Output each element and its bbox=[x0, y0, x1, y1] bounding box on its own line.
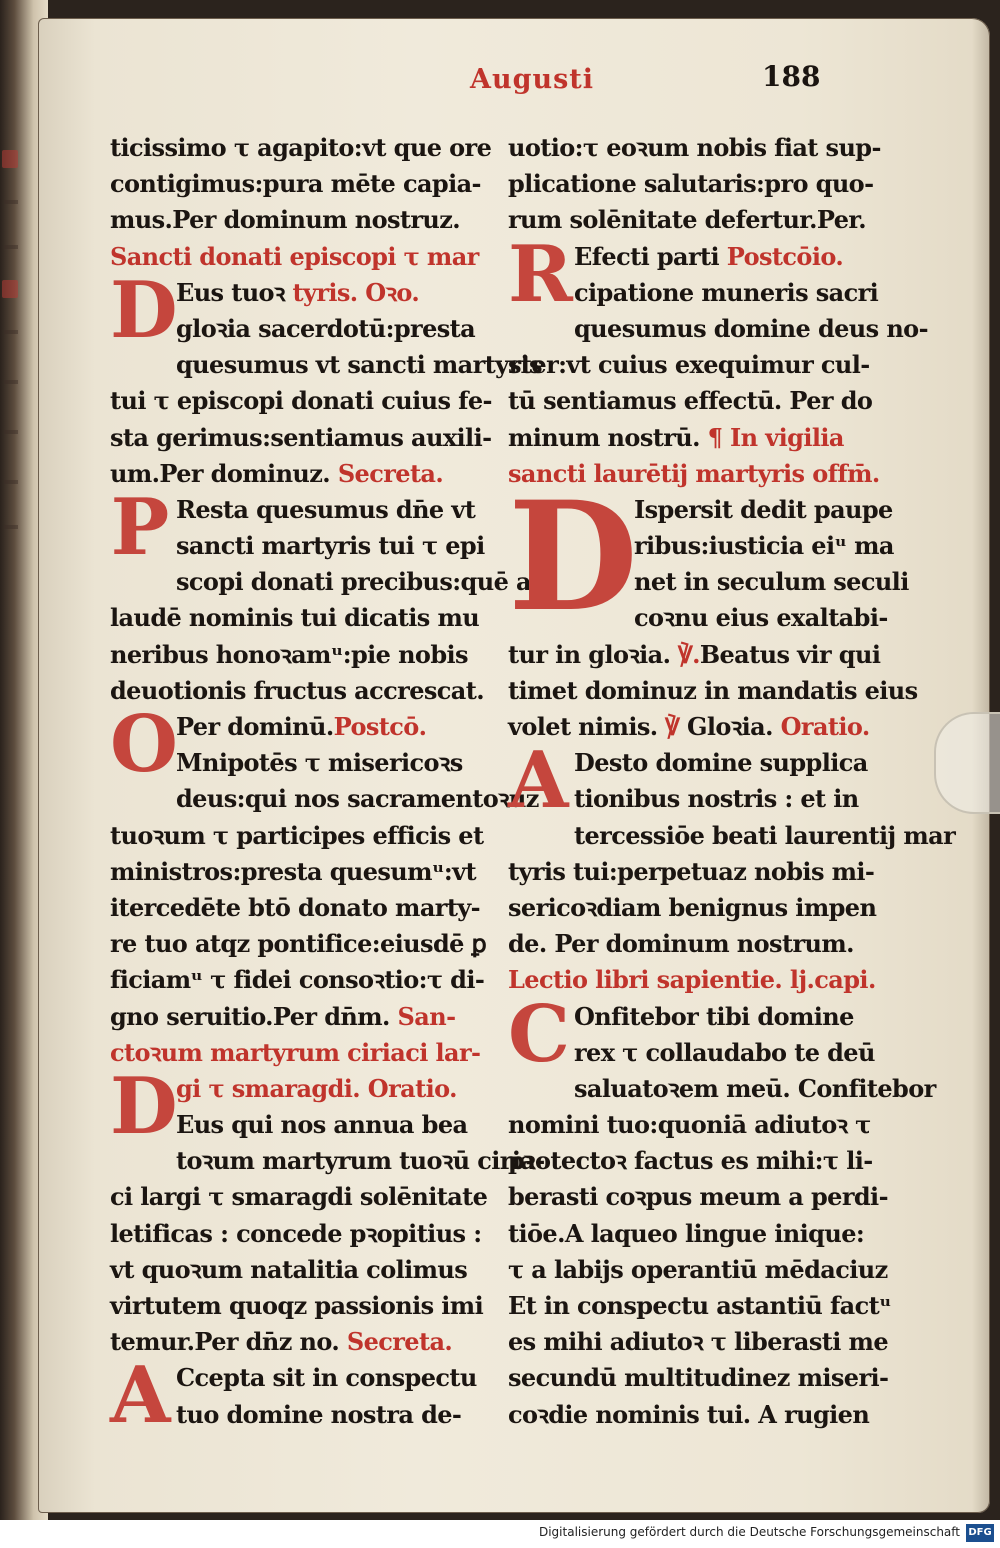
rubric-text: ℣. bbox=[678, 639, 700, 669]
text-line bbox=[110, 818, 492, 854]
body-text: gloꝛia sacerdotū:presta bbox=[176, 313, 476, 343]
text-line bbox=[508, 420, 886, 456]
text-line bbox=[508, 130, 886, 166]
text-line bbox=[110, 600, 492, 636]
rubricated-initial: D bbox=[110, 264, 178, 356]
running-title: Augusti bbox=[470, 64, 595, 95]
text-line bbox=[110, 420, 492, 456]
facing-page-ink-mark bbox=[4, 330, 18, 334]
body-text: tiōe.A laqueo lingue inique: bbox=[508, 1218, 865, 1248]
text-block bbox=[508, 130, 886, 239]
facing-page-ink-mark bbox=[4, 200, 18, 204]
body-text: Beatus vir qui bbox=[699, 639, 881, 669]
body-text: cipatione muneris sacri bbox=[574, 277, 879, 307]
body-text: quesumus domine deus no- bbox=[574, 313, 928, 343]
text-line bbox=[110, 456, 492, 492]
text-line bbox=[110, 1288, 492, 1324]
body-text: tui τ episcopi donati cuius fe- bbox=[110, 386, 492, 416]
facing-page-rubric-mark bbox=[2, 150, 18, 168]
rubricated-initial: A bbox=[110, 1350, 171, 1442]
body-text: laudē nominis tui dicatis mu bbox=[110, 603, 480, 633]
rubric-text: Sancti donati episcopi τ mar bbox=[110, 241, 479, 271]
text-line bbox=[508, 673, 918, 709]
body-text: tyris tui:perpetuaz nobis mi- bbox=[508, 856, 875, 886]
text-line bbox=[508, 1324, 889, 1360]
body-text: re tuo atqz pontifice:eiusdē ꝑ bbox=[110, 929, 487, 959]
body-text: ticissimo τ agapito:vt que ore bbox=[110, 133, 492, 162]
body-text: es mihi adiutoꝛ τ liberasti me bbox=[508, 1327, 889, 1357]
body-text: ci largi τ smaragdi solēnitate bbox=[110, 1182, 488, 1212]
text-block bbox=[508, 988, 936, 1433]
body-text: plicatione salutaris:pro quo- bbox=[508, 169, 874, 199]
body-text: τ a labijs operantiū mēdaciuz bbox=[508, 1254, 888, 1284]
rubric-text: ¶ In vigilia bbox=[707, 422, 844, 452]
body-text: Desto domine supplica bbox=[574, 748, 868, 778]
rubric-text: San- bbox=[397, 1001, 456, 1031]
body-text: ribus:iusticia eiᵘ ma bbox=[634, 531, 894, 561]
body-text: saluatoꝛem meū. Confitebor bbox=[574, 1073, 936, 1103]
body-text: quesumus vt sancti martyris bbox=[176, 350, 542, 380]
body-text: tur in gloꝛia. bbox=[508, 639, 679, 669]
rubricated-initial: D bbox=[508, 468, 639, 645]
text-block bbox=[110, 264, 542, 492]
body-text: Eus qui nos annua bea bbox=[176, 1110, 468, 1140]
text-line bbox=[508, 202, 886, 238]
facing-page-ink-mark bbox=[4, 380, 18, 384]
body-text: ficiamᵘ τ fidei consoꝛtio:τ di- bbox=[110, 965, 485, 995]
rubric-text: gi τ smaragdi. Oratio. bbox=[176, 1073, 457, 1103]
body-text: contigimus:pura mēte capia- bbox=[110, 169, 481, 199]
body-text: Ispersit dedit paupe bbox=[634, 494, 893, 524]
rubricated-initial: R bbox=[508, 228, 573, 320]
text-line bbox=[508, 1288, 892, 1324]
rubric-text: tyris. Oꝛo. bbox=[292, 277, 420, 307]
text-line bbox=[508, 709, 886, 745]
text-line bbox=[508, 1179, 886, 1215]
text-line bbox=[110, 637, 492, 673]
text-line bbox=[110, 673, 492, 709]
body-text: gno seruitio.Per dn̄m. bbox=[110, 1001, 398, 1031]
body-text: Eus tuoꝛ bbox=[176, 277, 293, 307]
right-text-column bbox=[508, 130, 956, 1433]
body-text: tuo domine nostra de- bbox=[176, 1399, 462, 1429]
text-line bbox=[508, 854, 886, 890]
text-line bbox=[508, 1397, 886, 1433]
body-text: Efecti parti bbox=[574, 241, 727, 271]
rubricated-initial: O bbox=[110, 699, 178, 790]
text-line bbox=[110, 854, 492, 890]
body-text: berasti coꝛpus meum a perdi- bbox=[508, 1182, 888, 1212]
text-line bbox=[508, 347, 886, 383]
facing-page-ink-mark bbox=[4, 245, 18, 249]
body-text: tū sentiamus effectū. Per do bbox=[508, 386, 873, 416]
text-line bbox=[110, 1035, 492, 1071]
rubric-text: ℣ bbox=[665, 712, 680, 741]
body-text: tuoꝛum τ participes efficis et bbox=[110, 820, 484, 850]
body-text: temur.Per dn̄z no. bbox=[110, 1327, 347, 1357]
body-text: ministros:presta quesumᵘ:vt bbox=[110, 856, 476, 886]
rubric-text: Secreta. bbox=[337, 458, 444, 488]
text-line bbox=[110, 999, 492, 1035]
body-text: virtutem quoqz passionis imi bbox=[110, 1291, 484, 1320]
text-line bbox=[110, 202, 492, 238]
text-line bbox=[110, 1216, 492, 1252]
text-line bbox=[508, 1252, 886, 1288]
dfg-logo: DFG bbox=[966, 1524, 994, 1542]
body-text: letificas : concede pꝛopitius : bbox=[110, 1218, 482, 1248]
text-line bbox=[508, 1216, 886, 1252]
text-line bbox=[508, 383, 886, 419]
body-text: um.Per dominuz. bbox=[110, 458, 338, 488]
body-text: net in seculum seculi bbox=[634, 567, 909, 597]
body-text: sancti martyris tui τ epi bbox=[176, 531, 485, 561]
body-text: mus.Per dominum nostruz. bbox=[110, 205, 461, 235]
text-line bbox=[508, 926, 886, 962]
text-block bbox=[110, 481, 548, 709]
text-line bbox=[110, 1179, 492, 1215]
text-block bbox=[110, 130, 492, 275]
body-text: Et in conspectu astantiū factᵘ bbox=[508, 1291, 892, 1320]
body-text: deus:qui nos sacramentoꝛuz bbox=[176, 784, 539, 814]
folio-number: 188 bbox=[762, 60, 821, 93]
text-line bbox=[110, 239, 492, 275]
rubricated-initial: C bbox=[508, 988, 571, 1080]
facing-page-ink-mark bbox=[4, 525, 18, 529]
text-line bbox=[508, 1143, 886, 1179]
facing-page-rubric-mark bbox=[2, 280, 18, 298]
text-line bbox=[508, 1360, 889, 1396]
body-text: itercedēte btō donato marty- bbox=[110, 892, 481, 922]
rubricated-initial: A bbox=[508, 735, 569, 827]
body-text: Gloꝛia. bbox=[679, 712, 781, 741]
body-text: nomini tuo:quoniā adiutoꝛ τ bbox=[508, 1110, 871, 1140]
text-line bbox=[110, 1324, 492, 1360]
text-block bbox=[508, 735, 956, 998]
body-text: timet dominuz in mandatis eius bbox=[508, 675, 918, 705]
body-text: secundū multitudinez miseri- bbox=[508, 1363, 889, 1393]
body-text: rum solēnitate defertur.Per. bbox=[508, 205, 866, 235]
facing-page-ink-mark bbox=[4, 480, 18, 484]
body-text: sta gerimus:sentiamus auxili- bbox=[110, 422, 492, 452]
rubric-text: ctoꝛum martyrum ciriaci lar- bbox=[110, 1037, 481, 1067]
rubric-text: Secreta. bbox=[346, 1327, 453, 1357]
body-text: pꝛotectoꝛ factus es mihi:τ li- bbox=[508, 1146, 873, 1176]
body-text: volet nimis. bbox=[508, 712, 666, 741]
text-line bbox=[508, 1107, 886, 1143]
rubric-text: sancti laurētij martyris offm̄. bbox=[508, 458, 880, 488]
rubric-text: Lectio libri sapientie. lj.capi. bbox=[508, 965, 876, 995]
facing-page-ink-mark bbox=[4, 430, 18, 434]
text-line bbox=[110, 926, 492, 962]
body-text: Onfitebor tibi domine bbox=[574, 1001, 854, 1031]
body-text: Per dominū. bbox=[176, 712, 334, 741]
text-line bbox=[110, 962, 492, 998]
body-text: coꝛnu eius exaltabi- bbox=[634, 603, 888, 633]
text-line bbox=[508, 890, 886, 926]
text-line bbox=[110, 130, 492, 166]
text-line bbox=[508, 637, 886, 673]
body-text: de. Per dominum nostrum. bbox=[508, 929, 854, 959]
rubricated-initial: P bbox=[110, 481, 170, 573]
body-text: tionibus nostris : et in bbox=[574, 784, 859, 814]
text-block bbox=[508, 228, 928, 492]
body-text: sericoꝛdiam benignus impen bbox=[508, 892, 877, 922]
body-text: minum nostrū. bbox=[508, 422, 708, 452]
body-text: uotio:τ eoꝛum nobis fiat sup- bbox=[508, 133, 881, 162]
text-line bbox=[110, 890, 492, 926]
body-text: coꝛdie nominis tui. A rugien bbox=[508, 1399, 870, 1429]
rubricated-initial: D bbox=[110, 1060, 178, 1152]
text-line bbox=[508, 962, 886, 998]
body-text: rex τ collaudabo te deū bbox=[574, 1037, 875, 1067]
body-text: Mnipotēs τ misericoꝛs bbox=[176, 748, 463, 778]
body-text: scopi donati precibus:quē ad bbox=[176, 567, 548, 597]
rubric-text: Postcō. bbox=[333, 712, 427, 741]
rubric-text: Postcōio. bbox=[726, 241, 844, 271]
body-text: tercessiōe beati laurentij mar bbox=[574, 820, 956, 850]
page-clip-tab bbox=[934, 712, 1000, 814]
digitization-credit-bar bbox=[0, 1520, 1000, 1548]
body-text: ster:vt cuius exequimur cul- bbox=[508, 350, 870, 380]
body-text: toꝛum martyrum tuoꝛū ciria- bbox=[176, 1146, 545, 1176]
body-text: neribus honoꝛamᵘ:pie nobis bbox=[110, 639, 468, 669]
body-text: Resta quesumus dn̄e vt bbox=[176, 494, 476, 524]
text-block bbox=[110, 1350, 492, 1442]
body-text: Ccepta sit in conspectu bbox=[176, 1363, 477, 1393]
text-block bbox=[110, 699, 539, 1071]
text-line bbox=[508, 456, 886, 492]
text-block bbox=[110, 1060, 545, 1361]
body-text: vt quoꝛum natalitia colimus bbox=[110, 1254, 468, 1284]
digitization-credit: Digitalisierung gefördert durch die Deutsche Forschungsgemeinschaft bbox=[538, 1525, 960, 1539]
rubric-text: Oratio. bbox=[780, 712, 870, 741]
text-line bbox=[110, 383, 492, 419]
text-line bbox=[110, 1252, 492, 1288]
text-line bbox=[508, 166, 886, 202]
body-text: deuotionis fructus accrescat. bbox=[110, 675, 484, 705]
text-line bbox=[110, 166, 492, 202]
left-text-column bbox=[110, 130, 548, 1442]
